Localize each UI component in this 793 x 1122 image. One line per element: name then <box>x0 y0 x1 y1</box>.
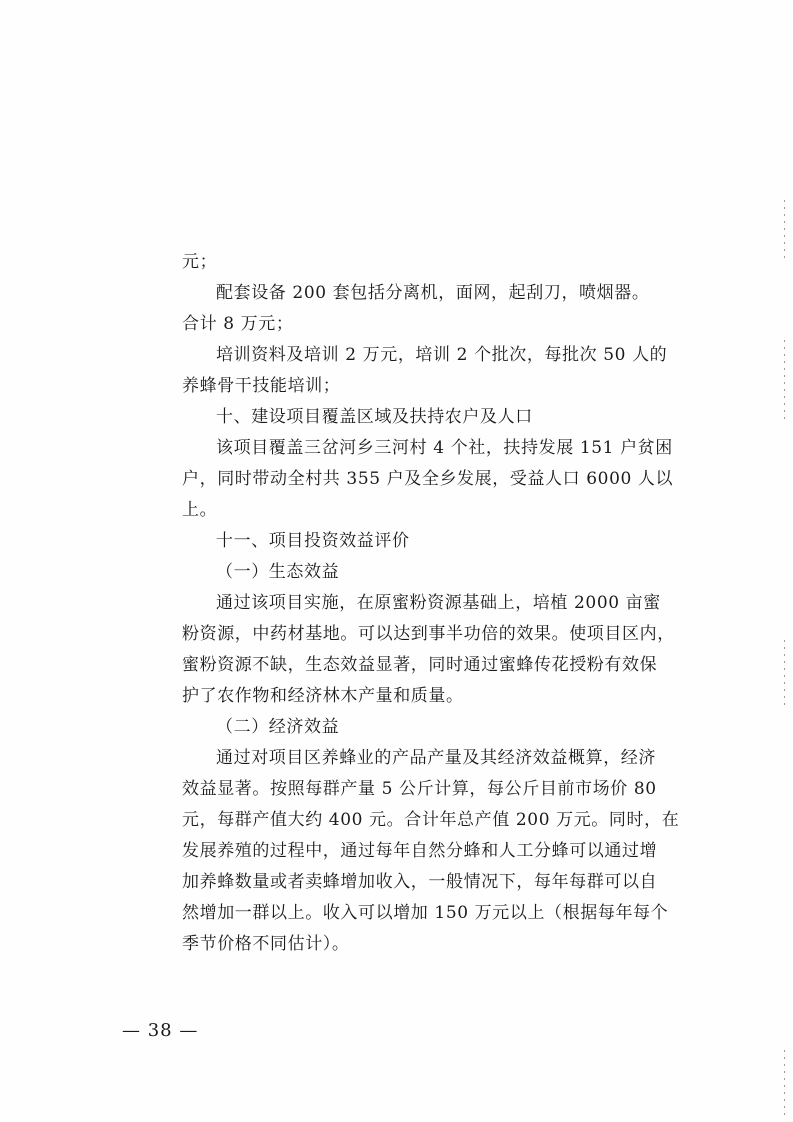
section-heading: 十、建设项目覆盖区域及扶持农户及人口 <box>216 407 533 427</box>
text-line: 元； <box>182 252 218 272</box>
scan-edge-mark <box>784 200 785 260</box>
text-line: 上。 <box>182 500 218 520</box>
text-line: 效益显著。按照每群产量 5 公斤计算，每公斤目前市场价 80 <box>182 779 657 799</box>
text-line: 合计 8 万元； <box>182 314 294 334</box>
section-heading: 十一、项目投资效益评价 <box>216 531 410 551</box>
text-line: 通过对项目区养蜂业的产品产量及其经济效益概算，经济 <box>216 748 656 768</box>
text-line: 然增加一群以上。收入可以增加 150 万元以上（根据每年每个 <box>182 903 669 923</box>
text-line: 养蜂骨干技能培训； <box>182 376 341 396</box>
text-line: 元，每群产值大约 400 元。合计年总产值 200 万元。同时，在 <box>182 810 680 830</box>
text-line: 通过该项目实施，在原蜜粉资源基础上，培植 2000 亩蜜 <box>216 593 661 613</box>
body-text <box>182 247 680 960</box>
text-line: 发展养殖的过程中，通过每年自然分蜂和人工分蜂可以通过增 <box>182 841 658 861</box>
text-line: 户，同时带动全村共 355 户及全乡发展，受益人口 6000 人以 <box>182 469 674 489</box>
page-number: — 38 — <box>122 1020 199 1041</box>
text-line: 该项目覆盖三岔河乡三河村 4 个社，扶持发展 151 户贫困 <box>216 438 673 458</box>
text-line: 护了农作物和经济林木产量和质量。 <box>182 686 464 706</box>
text-line: 季节价格不同估计）。 <box>182 934 350 954</box>
text-line: 加养蜂数量或者卖蜂增加收入，一般情况下，每年每群可以自 <box>182 872 658 892</box>
text-line: 培训资料及培训 2 万元，培训 2 个批次，每批次 50 人的 <box>216 345 668 365</box>
text-line: 蜜粉资源不缺，生态效益显著，同时通过蜜蜂传花授粉有效保 <box>182 655 658 675</box>
scan-edge-mark <box>784 1050 785 1120</box>
scan-edge-mark <box>784 340 785 420</box>
subsection-heading: （一）生态效益 <box>216 562 340 582</box>
subsection-heading: （二）经济效益 <box>216 717 340 737</box>
text-line: 配套设备 200 套包括分离机，面网，起刮刀，喷烟器。 <box>216 283 650 303</box>
text-line: 粉资源，中药材基地。可以达到事半功倍的效果。使项目区内， <box>182 624 675 644</box>
scan-edge-mark <box>784 640 785 710</box>
